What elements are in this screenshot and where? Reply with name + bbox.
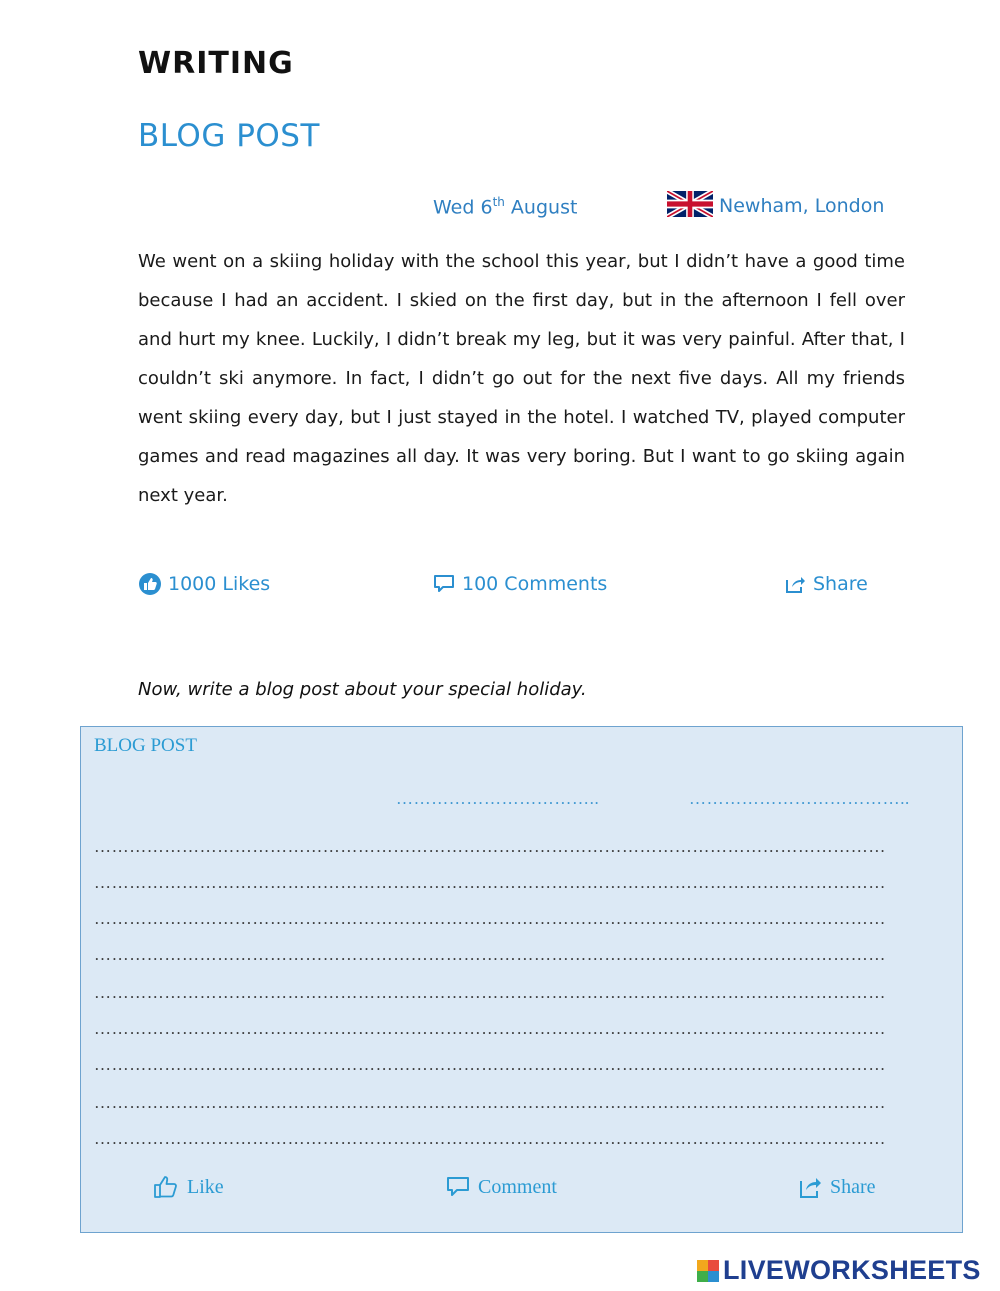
answer-box-title: BLOG POST — [94, 735, 197, 756]
post-location: Newham, London — [719, 195, 885, 217]
like-button[interactable] — [153, 1175, 224, 1199]
post-date-day: Wed 6 — [433, 196, 493, 219]
brand-footer — [697, 1255, 981, 1286]
comment-label: Comment — [478, 1175, 557, 1198]
page-heading: WRITING — [138, 46, 294, 81]
post-date-month: August — [510, 196, 578, 219]
thumbs-up-outline-icon — [153, 1175, 179, 1199]
likes-count: 1000 Likes — [168, 573, 271, 595]
likes-link[interactable] — [138, 572, 270, 596]
share-icon — [783, 572, 807, 596]
comments-count: 100 Comments — [462, 573, 608, 595]
writing-line-9[interactable]: ……………………………………………………………………………………………………………………… — [94, 1129, 886, 1148]
post-date-suffix: th — [492, 195, 505, 209]
writing-instruction: Now, write a blog post about your special holiday. — [138, 679, 587, 700]
share-outline-icon — [798, 1175, 822, 1199]
writing-line-1[interactable]: ……………………………………………………………………………………………………………………… — [94, 837, 886, 856]
section-title: BLOG POST — [138, 118, 320, 154]
brand-name: LIVEWORKSHEETS — [723, 1255, 981, 1285]
writing-line-3[interactable]: ……………………………………………………………………………………………………………………… — [94, 909, 886, 928]
share-label: Share — [813, 573, 868, 595]
post-date — [433, 195, 577, 218]
uk-flag-icon — [667, 191, 713, 217]
share-label: Share — [830, 1175, 876, 1198]
location-input-field[interactable]: ……………………………….. — [689, 789, 910, 808]
writing-line-8[interactable]: ……………………………………………………………………………………………………………………… — [94, 1093, 886, 1112]
writing-line-4[interactable]: ……………………………………………………………………………………………………………………… — [94, 945, 886, 964]
answer-box — [80, 726, 963, 1233]
comment-button[interactable] — [446, 1175, 557, 1199]
writing-line-2[interactable]: ……………………………………………………………………………………………………………………… — [94, 873, 886, 892]
post-body: We went on a skiing holiday with the school this year, but I didn’t have a good time because I had an accident. I skied on the first day, but in the afternoon I fell over and hurt my knee. Luckily, I didn’t break my leg, but it was very painful. After that, I couldn’t ski anymore. In fact, I didn’t go out for the next five days. All my friends went skiing every day, but I just stayed in the hotel. I watched TV, played computer games and read magazines all day. It was very boring. But I want to go skiing again next year. — [138, 251, 905, 506]
comments-link[interactable] — [432, 572, 607, 596]
share-link[interactable] — [783, 572, 868, 596]
share-button[interactable] — [798, 1175, 876, 1199]
comment-outline-icon — [446, 1175, 470, 1199]
date-input-field[interactable]: …………………………….. — [396, 789, 600, 808]
thumbs-up-icon — [138, 572, 162, 596]
comment-icon — [432, 572, 456, 596]
liveworksheets-logo-icon — [697, 1260, 719, 1282]
writing-line-5[interactable]: ……………………………………………………………………………………………………………………… — [94, 983, 886, 1002]
like-label: Like — [187, 1175, 224, 1198]
writing-line-6[interactable]: ……………………………………………………………………………………………………………………… — [94, 1019, 886, 1038]
writing-line-7[interactable]: ……………………………………………………………………………………………………………………… — [94, 1055, 886, 1074]
